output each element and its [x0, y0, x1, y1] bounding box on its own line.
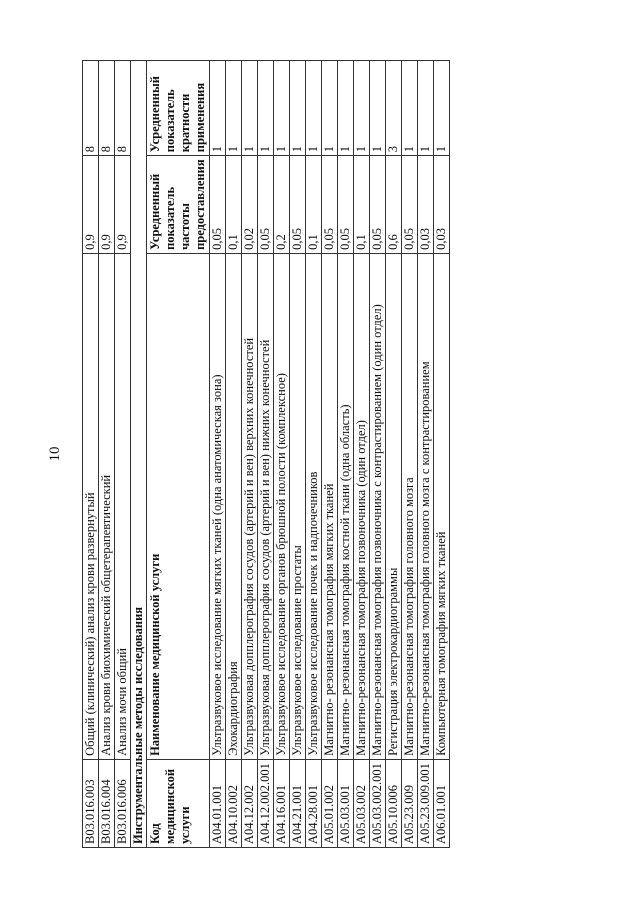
multiplicity-value: 1: [226, 61, 242, 156]
multiplicity-value: 8: [115, 61, 131, 156]
service-name: Компьютерная томография мягких тканей: [434, 253, 450, 759]
frequency-value: 0,05: [402, 156, 418, 254]
frequency-value: 0,02: [242, 156, 258, 254]
section-row: [131, 61, 147, 848]
frequency-value: 0,05: [258, 156, 274, 254]
multiplicity-value: 1: [418, 61, 434, 156]
page-number: 10: [47, 446, 63, 462]
multiplicity-value: 1: [322, 61, 338, 156]
service-name: Магнитно-резонансная томография позвоночника (один отдел): [354, 253, 370, 759]
service-name: Магнитно-резонансная томография позвоночника с контрастированием (один отдел): [370, 253, 386, 759]
frequency-value: 0,9: [99, 156, 115, 254]
frequency-value: 0,05: [290, 156, 306, 254]
frequency-value: 0,2: [274, 156, 290, 254]
table-row: [418, 61, 434, 848]
multiplicity-value: 1: [338, 61, 354, 156]
service-name: Анализ крови биохимический общетерапевтический: [99, 253, 115, 759]
service-code: B03.016.004: [99, 759, 115, 847]
service-code: A05.10.006: [386, 759, 402, 847]
table-row: [83, 61, 99, 848]
frequency-value: 0,9: [83, 156, 99, 254]
table-row: [274, 61, 290, 848]
multiplicity-value: 1: [370, 61, 386, 156]
multiplicity-value: 1: [306, 61, 322, 156]
table-row: [370, 61, 386, 848]
service-name: Общий (клинический) анализ крови развернутый: [83, 253, 99, 759]
table-row: [290, 61, 306, 848]
header-code: Код медицинской услуги: [147, 759, 210, 847]
service-code: A04.10.002: [226, 759, 242, 847]
header-row: [147, 61, 210, 848]
multiplicity-value: 1: [402, 61, 418, 156]
header-name: Наименование медицинской услуги: [147, 253, 210, 759]
frequency-value: 0,6: [386, 156, 402, 254]
multiplicity-value: 1: [210, 61, 226, 156]
services-table: [82, 60, 450, 848]
service-name: Ультразвуковое исследование простаты: [290, 253, 306, 759]
service-code: A04.16.001: [274, 759, 290, 847]
multiplicity-value: 1: [242, 61, 258, 156]
service-name: Магнитно-резонансная томография головного мозга: [402, 253, 418, 759]
table-row: [210, 61, 226, 848]
service-name: Эхокардиография: [226, 253, 242, 759]
frequency-value: 0,03: [418, 156, 434, 254]
service-name: Ультразвуковое исследование органов брюшной полости (комплексное): [274, 253, 290, 759]
service-name: Ультразвуковая допплерография сосудов (артерий и вен) нижних конечностей: [258, 253, 274, 759]
service-code: A05.01.002: [322, 759, 338, 847]
multiplicity-value: 8: [99, 61, 115, 156]
service-code: A05.23.009: [402, 759, 418, 847]
service-name: Анализ мочи общий: [115, 253, 131, 759]
table-row: [402, 61, 418, 848]
multiplicity-value: 3: [386, 61, 402, 156]
table-row: [226, 61, 242, 848]
table-row: [434, 61, 450, 848]
frequency-value: 0,05: [338, 156, 354, 254]
service-code: A05.03.002.001: [370, 759, 386, 847]
service-name: Ультразвуковое исследование мягких тканей (одна анатомическая зона): [210, 253, 226, 759]
table-row: [99, 61, 115, 848]
table-row: [115, 61, 131, 848]
table-row: [354, 61, 370, 848]
table-row: [242, 61, 258, 848]
multiplicity-value: 1: [434, 61, 450, 156]
table-row: [322, 61, 338, 848]
frequency-value: 0,05: [322, 156, 338, 254]
service-code: B03.016.006: [115, 759, 131, 847]
table-row: [258, 61, 274, 848]
service-name: Магнитно- резонансная томография костной ткани (одна область): [338, 253, 354, 759]
service-code: A05.23.009.001: [418, 759, 434, 847]
service-code: B03.016.003: [83, 759, 99, 847]
frequency-value: 0,1: [226, 156, 242, 254]
multiplicity-value: 1: [290, 61, 306, 156]
service-code: A05.03.001: [338, 759, 354, 847]
multiplicity-value: 1: [258, 61, 274, 156]
service-name: Ультразвуковая допплерография сосудов (артерий и вен) верхних конечностей: [242, 253, 258, 759]
service-name: Магнитно-резонансная томография головного мозга с контрастированием: [418, 253, 434, 759]
service-name: Регистрация электрокардиограммы: [386, 253, 402, 759]
multiplicity-value: 1: [354, 61, 370, 156]
service-code: A04.12.002.001: [258, 759, 274, 847]
frequency-value: 0,9: [115, 156, 131, 254]
document-page: [82, 60, 600, 848]
table-row: [306, 61, 322, 848]
service-name: Магнитно- резонансная томография мягких тканей: [322, 253, 338, 759]
service-code: A05.03.002: [354, 759, 370, 847]
frequency-value: 0,05: [370, 156, 386, 254]
table-row: [338, 61, 354, 848]
header-frequency: Усредненный показатель частоты предоставления: [147, 156, 210, 254]
section-title: Инструментальные методы исследования: [131, 61, 147, 848]
multiplicity-value: 1: [274, 61, 290, 156]
frequency-value: 0,1: [354, 156, 370, 254]
service-code: A04.28.001: [306, 759, 322, 847]
frequency-value: 0,1: [306, 156, 322, 254]
service-name: Ультразвуковое исследование почек и надпочечников: [306, 253, 322, 759]
service-code: A04.01.001: [210, 759, 226, 847]
service-code: A04.21.001: [290, 759, 306, 847]
service-code: A04.12.002: [242, 759, 258, 847]
frequency-value: 0,05: [210, 156, 226, 254]
frequency-value: 0,03: [434, 156, 450, 254]
table-row: [386, 61, 402, 848]
service-code: A06.01.001: [434, 759, 450, 847]
header-multiplicity: Усредненный показатель кратности применения: [147, 61, 210, 156]
multiplicity-value: 8: [83, 61, 99, 156]
